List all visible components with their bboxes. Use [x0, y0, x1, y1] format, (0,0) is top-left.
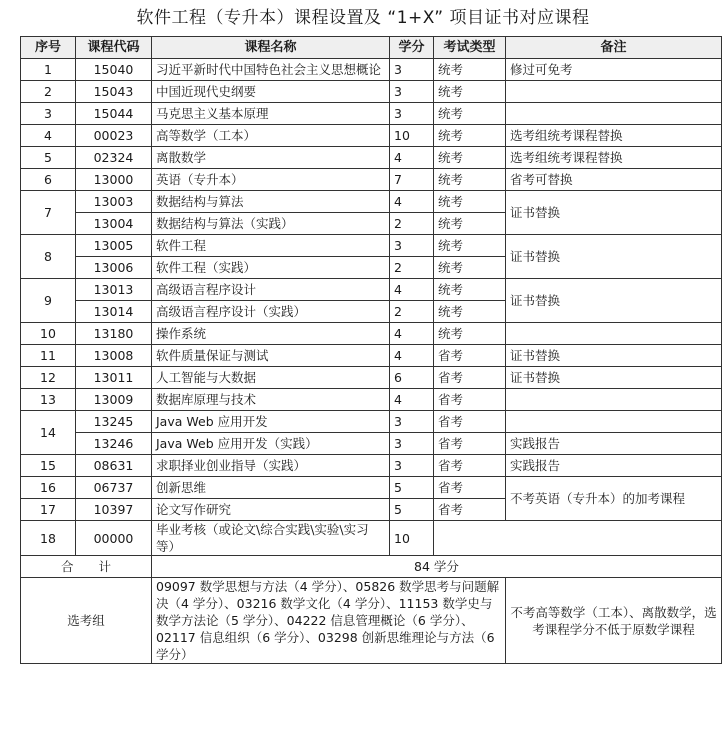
cell-exam: 统考: [434, 103, 506, 125]
cell-credit: 7: [390, 169, 434, 191]
elective-note: 不考高等数学（工本）、离散数学，选考课程学分不低于原数学课程: [506, 578, 722, 664]
cell-name: 数据库原理与技术: [152, 389, 390, 411]
cell-credit: 5: [390, 477, 434, 499]
table-row: [21, 411, 722, 433]
cell-code: 13180: [76, 323, 152, 345]
cell-credit: 4: [390, 279, 434, 301]
cell-code: 13006: [76, 257, 152, 279]
cell-seq: 11: [21, 345, 76, 367]
header-exam: 考试类型: [434, 37, 506, 59]
cell-exam: 统考: [434, 191, 506, 213]
cell-name: 软件质量保证与测试: [152, 345, 390, 367]
cell-credit: 3: [390, 411, 434, 433]
cell-code: 15040: [76, 59, 152, 81]
cell-exam: 统考: [434, 147, 506, 169]
cell-exam: 省考: [434, 345, 506, 367]
header-seq: 序号: [21, 37, 76, 59]
cell-credit: 4: [390, 323, 434, 345]
cell-note: 证书替换: [506, 191, 722, 235]
cell-note: 选考组统考课程替换: [506, 147, 722, 169]
cell-name: 软件工程: [152, 235, 390, 257]
cell-name: 操作系统: [152, 323, 390, 345]
cell-seq: 1: [21, 59, 76, 81]
cell-seq: 18: [21, 521, 76, 556]
cell-seq: 14: [21, 411, 76, 455]
cell-code: 00000: [76, 521, 152, 556]
cell-credit: 2: [390, 301, 434, 323]
cell-exam: 统考: [434, 279, 506, 301]
header-credit: 学分: [390, 37, 434, 59]
cell-exam: 统考: [434, 301, 506, 323]
cell-credit: 4: [390, 345, 434, 367]
cell-exam: 统考: [434, 323, 506, 345]
cell-credit: 2: [390, 213, 434, 235]
table-row: [21, 147, 722, 169]
cell-exam: 统考: [434, 257, 506, 279]
cell-credit: 10: [390, 521, 434, 556]
cell-seq: 9: [21, 279, 76, 323]
cell-note: 证书替换: [506, 279, 722, 323]
table-row: [21, 367, 722, 389]
table-row: [21, 455, 722, 477]
curriculum-table: [20, 36, 722, 664]
cell-seq: 13: [21, 389, 76, 411]
cell-exam: 省考: [434, 455, 506, 477]
cell-note: [506, 103, 722, 125]
cell-credit: 6: [390, 367, 434, 389]
elective-group-row: [21, 578, 722, 664]
cell-credit: 3: [390, 235, 434, 257]
cell-name: 中国近现代史纲要: [152, 81, 390, 103]
cell-credit: 4: [390, 147, 434, 169]
table-row: [21, 81, 722, 103]
table-row: [21, 521, 722, 556]
cell-code: 06737: [76, 477, 152, 499]
cell-name: 高等数学（工本）: [152, 125, 390, 147]
cell-seq: 5: [21, 147, 76, 169]
cell-exam: 省考: [434, 477, 506, 499]
cell-note: 不考英语（专升本）的加考课程: [506, 477, 722, 521]
cell-note: 证书替换: [506, 367, 722, 389]
cell-credit: 3: [390, 103, 434, 125]
cell-note: 实践报告: [506, 455, 722, 477]
cell-exam: 统考: [434, 81, 506, 103]
cell-name: 高级语言程序设计（实践）: [152, 301, 390, 323]
cell-name: 数据结构与算法（实践）: [152, 213, 390, 235]
cell-name: 软件工程（实践）: [152, 257, 390, 279]
cell-credit: 5: [390, 499, 434, 521]
cell-exam: 统考: [434, 169, 506, 191]
cell-exam: 统考: [434, 125, 506, 147]
cell-exam: 统考: [434, 235, 506, 257]
cell-code: 13004: [76, 213, 152, 235]
cell-credit: 4: [390, 389, 434, 411]
table-row: [21, 169, 722, 191]
cell-name: 创新思维: [152, 477, 390, 499]
cell-exam: 统考: [434, 59, 506, 81]
cell-seq: 2: [21, 81, 76, 103]
cell-exam: 省考: [434, 499, 506, 521]
cell-credit: 2: [390, 257, 434, 279]
header-note: 备注: [506, 37, 722, 59]
cell-note: [506, 81, 722, 103]
cell-note: [506, 411, 722, 433]
cell-name: Java Web 应用开发: [152, 411, 390, 433]
cell-name: 英语（专升本）: [152, 169, 390, 191]
cell-seq: 7: [21, 191, 76, 235]
cell-code: 08631: [76, 455, 152, 477]
table-row: [21, 477, 722, 499]
cell-note: 选考组统考课程替换: [506, 125, 722, 147]
cell-note: 证书替换: [506, 345, 722, 367]
cell-note: 实践报告: [506, 433, 722, 455]
cell-note: [506, 389, 722, 411]
cell-seq: 6: [21, 169, 76, 191]
cell-code: 10397: [76, 499, 152, 521]
cell-code: 15043: [76, 81, 152, 103]
cell-seq: 16: [21, 477, 76, 499]
total-label: 合 计: [21, 556, 152, 578]
table-row: [21, 191, 722, 213]
table-header-row: [21, 37, 722, 59]
cell-code: 13014: [76, 301, 152, 323]
cell-code: 13009: [76, 389, 152, 411]
cell-code: 13000: [76, 169, 152, 191]
cell-code: 13011: [76, 367, 152, 389]
cell-exam: 省考: [434, 389, 506, 411]
cell-code: 13013: [76, 279, 152, 301]
cell-credit: 3: [390, 433, 434, 455]
total-value: 84 学分: [152, 556, 722, 578]
cell-seq: 10: [21, 323, 76, 345]
table-row: [21, 279, 722, 301]
cell-code: 13245: [76, 411, 152, 433]
cell-exam-note: [434, 521, 722, 556]
cell-name: 高级语言程序设计: [152, 279, 390, 301]
header-name: 课程名称: [152, 37, 390, 59]
total-row: [21, 556, 722, 578]
table-row: [21, 125, 722, 147]
cell-name: 毕业考核（或论文\综合实践\实验\实习等）: [152, 521, 390, 556]
cell-code: 13008: [76, 345, 152, 367]
cell-exam: 省考: [434, 433, 506, 455]
table-row: [21, 235, 722, 257]
elective-courses: 09097 数学思想与方法（4 学分）、05826 数学思考与问题解决（4 学分）、03216 数学文化（4 学分）、11153 数学史与数学方法论（5 学分）、04222 信息管理概论（6 学分）、02117 信息组织（6 学分）、03298 创新思维理论与方法（6 学分）: [152, 578, 506, 664]
cell-code: 13246: [76, 433, 152, 455]
page-title: 软件工程（专升本）课程设置及 “1+X” 项目证书对应课程: [136, 8, 590, 28]
table-row: [21, 59, 722, 81]
cell-code: 00023: [76, 125, 152, 147]
cell-seq: 15: [21, 455, 76, 477]
cell-credit: 3: [390, 455, 434, 477]
table-row: [21, 389, 722, 411]
cell-name: Java Web 应用开发（实践）: [152, 433, 390, 455]
cell-seq: 8: [21, 235, 76, 279]
cell-code: 02324: [76, 147, 152, 169]
table-row: [21, 345, 722, 367]
cell-name: 求职择业创业指导（实践）: [152, 455, 390, 477]
cell-code: 13003: [76, 191, 152, 213]
cell-code: 13005: [76, 235, 152, 257]
cell-name: 论文写作研究: [152, 499, 390, 521]
cell-note: 证书替换: [506, 235, 722, 279]
cell-name: 习近平新时代中国特色社会主义思想概论: [152, 59, 390, 81]
table-row: [21, 103, 722, 125]
cell-credit: 3: [390, 59, 434, 81]
cell-note: [506, 323, 722, 345]
cell-name: 马克思主义基本原理: [152, 103, 390, 125]
cell-code: 15044: [76, 103, 152, 125]
cell-exam: 省考: [434, 367, 506, 389]
cell-exam: 省考: [434, 411, 506, 433]
cell-credit: 3: [390, 81, 434, 103]
elective-label: 选考组: [21, 578, 152, 664]
table-row: [21, 323, 722, 345]
cell-credit: 10: [390, 125, 434, 147]
cell-credit: 4: [390, 191, 434, 213]
cell-note: 修过可免考: [506, 59, 722, 81]
cell-name: 离散数学: [152, 147, 390, 169]
cell-exam: 统考: [434, 213, 506, 235]
cell-name: 人工智能与大数据: [152, 367, 390, 389]
header-code: 课程代码: [76, 37, 152, 59]
cell-seq: 17: [21, 499, 76, 521]
cell-name: 数据结构与算法: [152, 191, 390, 213]
cell-seq: 3: [21, 103, 76, 125]
table-row: [21, 433, 722, 455]
cell-note: 省考可替换: [506, 169, 722, 191]
cell-seq: 12: [21, 367, 76, 389]
cell-seq: 4: [21, 125, 76, 147]
